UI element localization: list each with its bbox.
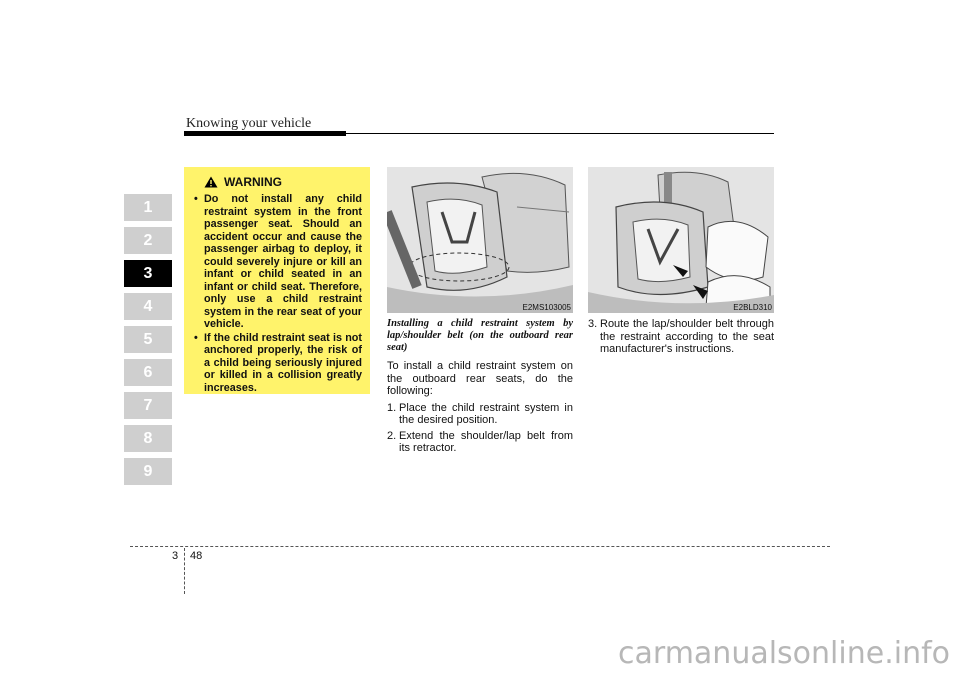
steps-list [588,318,774,356]
chapter-tab-6[interactable]: 6 [124,359,172,386]
chapter-tab-2[interactable]: 2 [124,227,172,254]
header-title: Knowing your vehicle [186,116,312,131]
footer-vertical-rule [184,548,185,594]
bullet: • [194,193,198,205]
warning-list [192,193,362,394]
step-number: 2. [387,429,397,442]
warning-item-text: Do not install any child restraint system in the front passenger seat. Should an accident occur and cause the passenger airbag to deploy, it could severely injure or kill an infant or child seated in an infant or child seat. Therefore, only use a child restraint system in the rear seat of your vehicle. [204,193,362,330]
step-item [387,402,573,427]
warning-item [192,332,362,395]
footer-section-number: 3 [172,550,179,562]
instructions-column-2 [588,318,774,359]
footer-rule [130,546,830,547]
step-item [588,318,774,356]
chapter-tab-7[interactable]: 7 [124,392,172,419]
child-seat-illustration-routing [588,167,774,313]
chapter-tabs [124,194,172,491]
warning-triangle-icon [204,176,218,188]
warning-header [204,175,362,189]
step-number: 3. [588,318,598,330]
child-seat-illustration-outboard [387,167,573,313]
footer-page-number: 48 [190,550,203,562]
chapter-tab-1[interactable]: 1 [124,194,172,221]
illustration-code: E2BLD310 [733,303,772,312]
child-seat-drawing [387,167,573,313]
chapter-tab-3[interactable]: 3 [124,260,172,287]
bullet: • [194,331,198,344]
intro-paragraph: To install a child restraint system on the outboard rear seats, do the following: [387,360,573,397]
step-text: Place the child restraint system in the desired position. [399,401,573,426]
step-text: Route the lap/shoulder belt through the restraint according to the seat manufacturer's instructions. [600,318,774,355]
belt-routing-drawing [588,167,774,313]
warning-title: WARNING [224,175,282,189]
illustration-code: E2MS103005 [522,303,571,312]
warning-item-text: If the child restraint seat is not anchored properly, the risk of a child being seriously injured or killed in a collision greatly increases. [204,331,362,394]
warning-item [192,193,362,331]
chapter-tab-9[interactable]: 9 [124,458,172,485]
instructions-column-1 [387,318,573,458]
step-item [387,430,573,455]
warning-box [184,167,370,394]
steps-list [387,402,573,455]
chapter-tab-8[interactable]: 8 [124,425,172,452]
section-subheading: Installing a child restraint system by lap/shoulder belt (on the outboard rear seat) [387,318,573,353]
header-rule [184,133,774,134]
chapter-tab-4[interactable]: 4 [124,293,172,320]
step-text: Extend the shoulder/lap belt from its retractor. [399,429,573,454]
watermark: carmanualsonline.info [618,636,950,671]
step-number: 1. [387,401,397,414]
chapter-tab-5[interactable]: 5 [124,326,172,353]
